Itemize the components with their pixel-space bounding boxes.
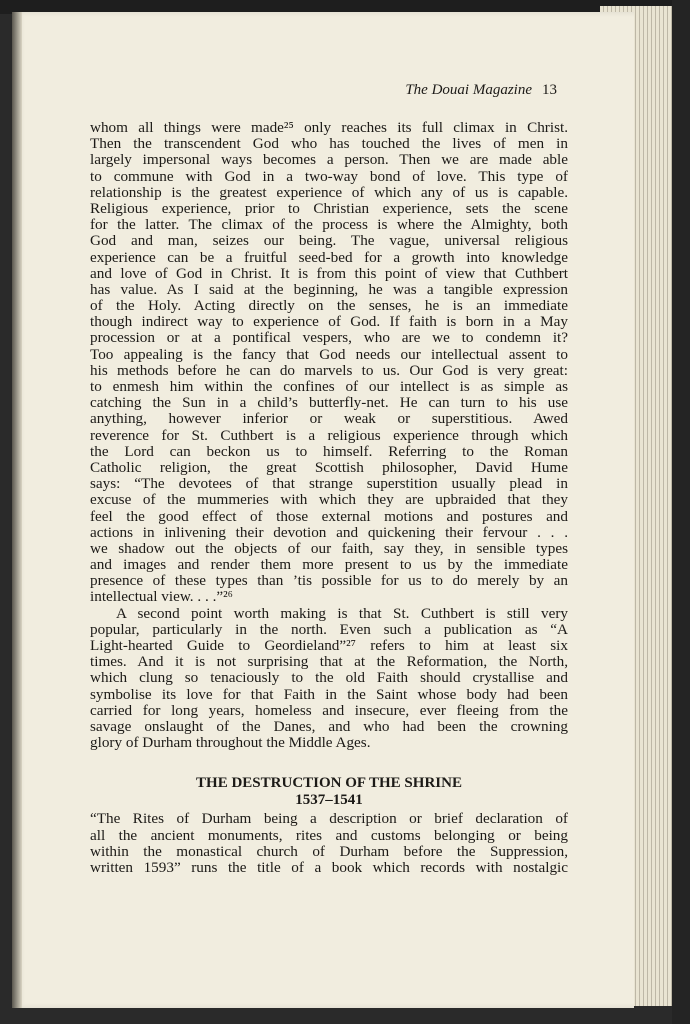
page-gutter xyxy=(12,12,22,1008)
body-text xyxy=(90,120,568,876)
text-line: feel the good effect of those external motions and postures and xyxy=(90,507,568,525)
text-line: and love of God in Christ. It is from this point of view that Cuthbert xyxy=(90,264,568,282)
text-line: “The Rites of Durham being a description or brief declaration of xyxy=(90,810,568,828)
text-line: times. And it is not surprising that at the Reformation, the North, xyxy=(90,653,568,671)
section-heading: THE DESTRUCTION OF THE SHRINE xyxy=(196,775,462,792)
book-page xyxy=(12,12,634,1008)
text-line: catching the Sun in a child’s butterfly-net. He can turn to his use xyxy=(90,394,568,412)
section-dates: 1537–1541 xyxy=(295,792,363,809)
text-line: all the ancient monuments, rites and customs belonging or being xyxy=(90,826,568,844)
text-line: of the Holy. Acting directly on the senses, he is an immediate xyxy=(90,297,568,315)
text-line: experience can be a fruitful seed-bed for a growth into knowledge xyxy=(90,248,568,266)
text-line: we shadow out the objects of our faith, say they, in sensible types xyxy=(90,539,568,557)
text-line: carried for long years, homeless and insecure, ever fleeing from the xyxy=(90,701,568,719)
text-line: excuse of the mummeries with which they are upbraided that they xyxy=(90,491,568,509)
text-line: to enmesh him within the confines of our intellect is as simple as xyxy=(90,378,568,395)
text-line: says: “The devotees of that strange superstition usually plead in xyxy=(90,475,568,493)
text-line: written 1593” runs the title of a book which records with nostalgic xyxy=(90,858,568,876)
magazine-title: The Douai Magazine xyxy=(405,82,532,98)
text-line: Then the transcendent God who has touched the lives of men in xyxy=(90,135,568,153)
text-line: intellectual view. . . .”²⁶ xyxy=(90,588,233,606)
running-head xyxy=(312,82,557,99)
text-line: largely impersonal ways becomes a person. Then we are made able xyxy=(90,151,568,169)
text-line: Catholic religion, the great Scottish philosopher, David Hume xyxy=(90,458,568,476)
text-line: relationship is the greatest experience of which any of us is capable. xyxy=(90,183,568,201)
text-line: to commune with God in a two-way bond of love. This type of xyxy=(90,167,568,185)
spacer xyxy=(90,751,568,775)
text-line: which clung so tenaciously to the old Faith should crystallise and xyxy=(90,669,568,687)
book-cover-edge xyxy=(672,0,690,1024)
text-line: savage onslaught of the Danes, and who had been the crowning xyxy=(90,717,568,735)
text-line: whom all things were made²⁵ only reaches its full climax in Christ. xyxy=(90,119,568,136)
text-line: actions in inlivening their devotion and quickening their fervour . . . xyxy=(90,523,568,541)
text-line: anything, however inferior or weak or superstitious. Awed xyxy=(90,410,568,428)
text-line: reverence for St. Cuthbert is a religious experience through which xyxy=(90,426,568,444)
text-line: Light-hearted Guide to Geordieland”²⁷ refers to him at least six xyxy=(90,637,568,654)
text-line: his methods before he can do marvels to us. Our God is very great: xyxy=(90,361,568,379)
text-line: glory of Durham throughout the Middle Ages. xyxy=(90,734,371,752)
text-line: though indirect way to experience of God. If faith is born in a May xyxy=(90,313,568,331)
text-line: Religious experience, prior to Christian experience, sets the scene xyxy=(90,199,568,217)
text-line: presence of these types than ’tis possible for us to do merely by an xyxy=(90,572,568,590)
text-line: and images and render them more present to us by the immediate xyxy=(90,556,568,574)
text-line: symbolise its love for that Faith in the Saint whose body had been xyxy=(90,685,568,703)
text-line: Too appealing is the fancy that God needs our intellectual assent to xyxy=(90,345,568,363)
text-line: popular, particularly in the north. Even such a publication as “A xyxy=(90,620,568,638)
page-number: 13 xyxy=(542,82,557,98)
text-line: for the latter. The climax of the process is where the Almighty, both xyxy=(90,216,568,234)
text-line: has value. As I said at the beginning, he was a tangible expression xyxy=(90,280,568,298)
text-line: within the monastical church of Durham before the Suppression, xyxy=(90,842,568,860)
text-line: God and man, seizes our being. The vague, universal religious xyxy=(90,232,568,250)
text-line: A second point worth making is that St. Cuthbert is still very xyxy=(116,604,568,622)
text-line: the Lord can beckon us to himself. Referring to the Roman xyxy=(90,442,568,460)
text-line: procession or at a pontifical vespers, who are we to condemn it? xyxy=(90,329,568,347)
